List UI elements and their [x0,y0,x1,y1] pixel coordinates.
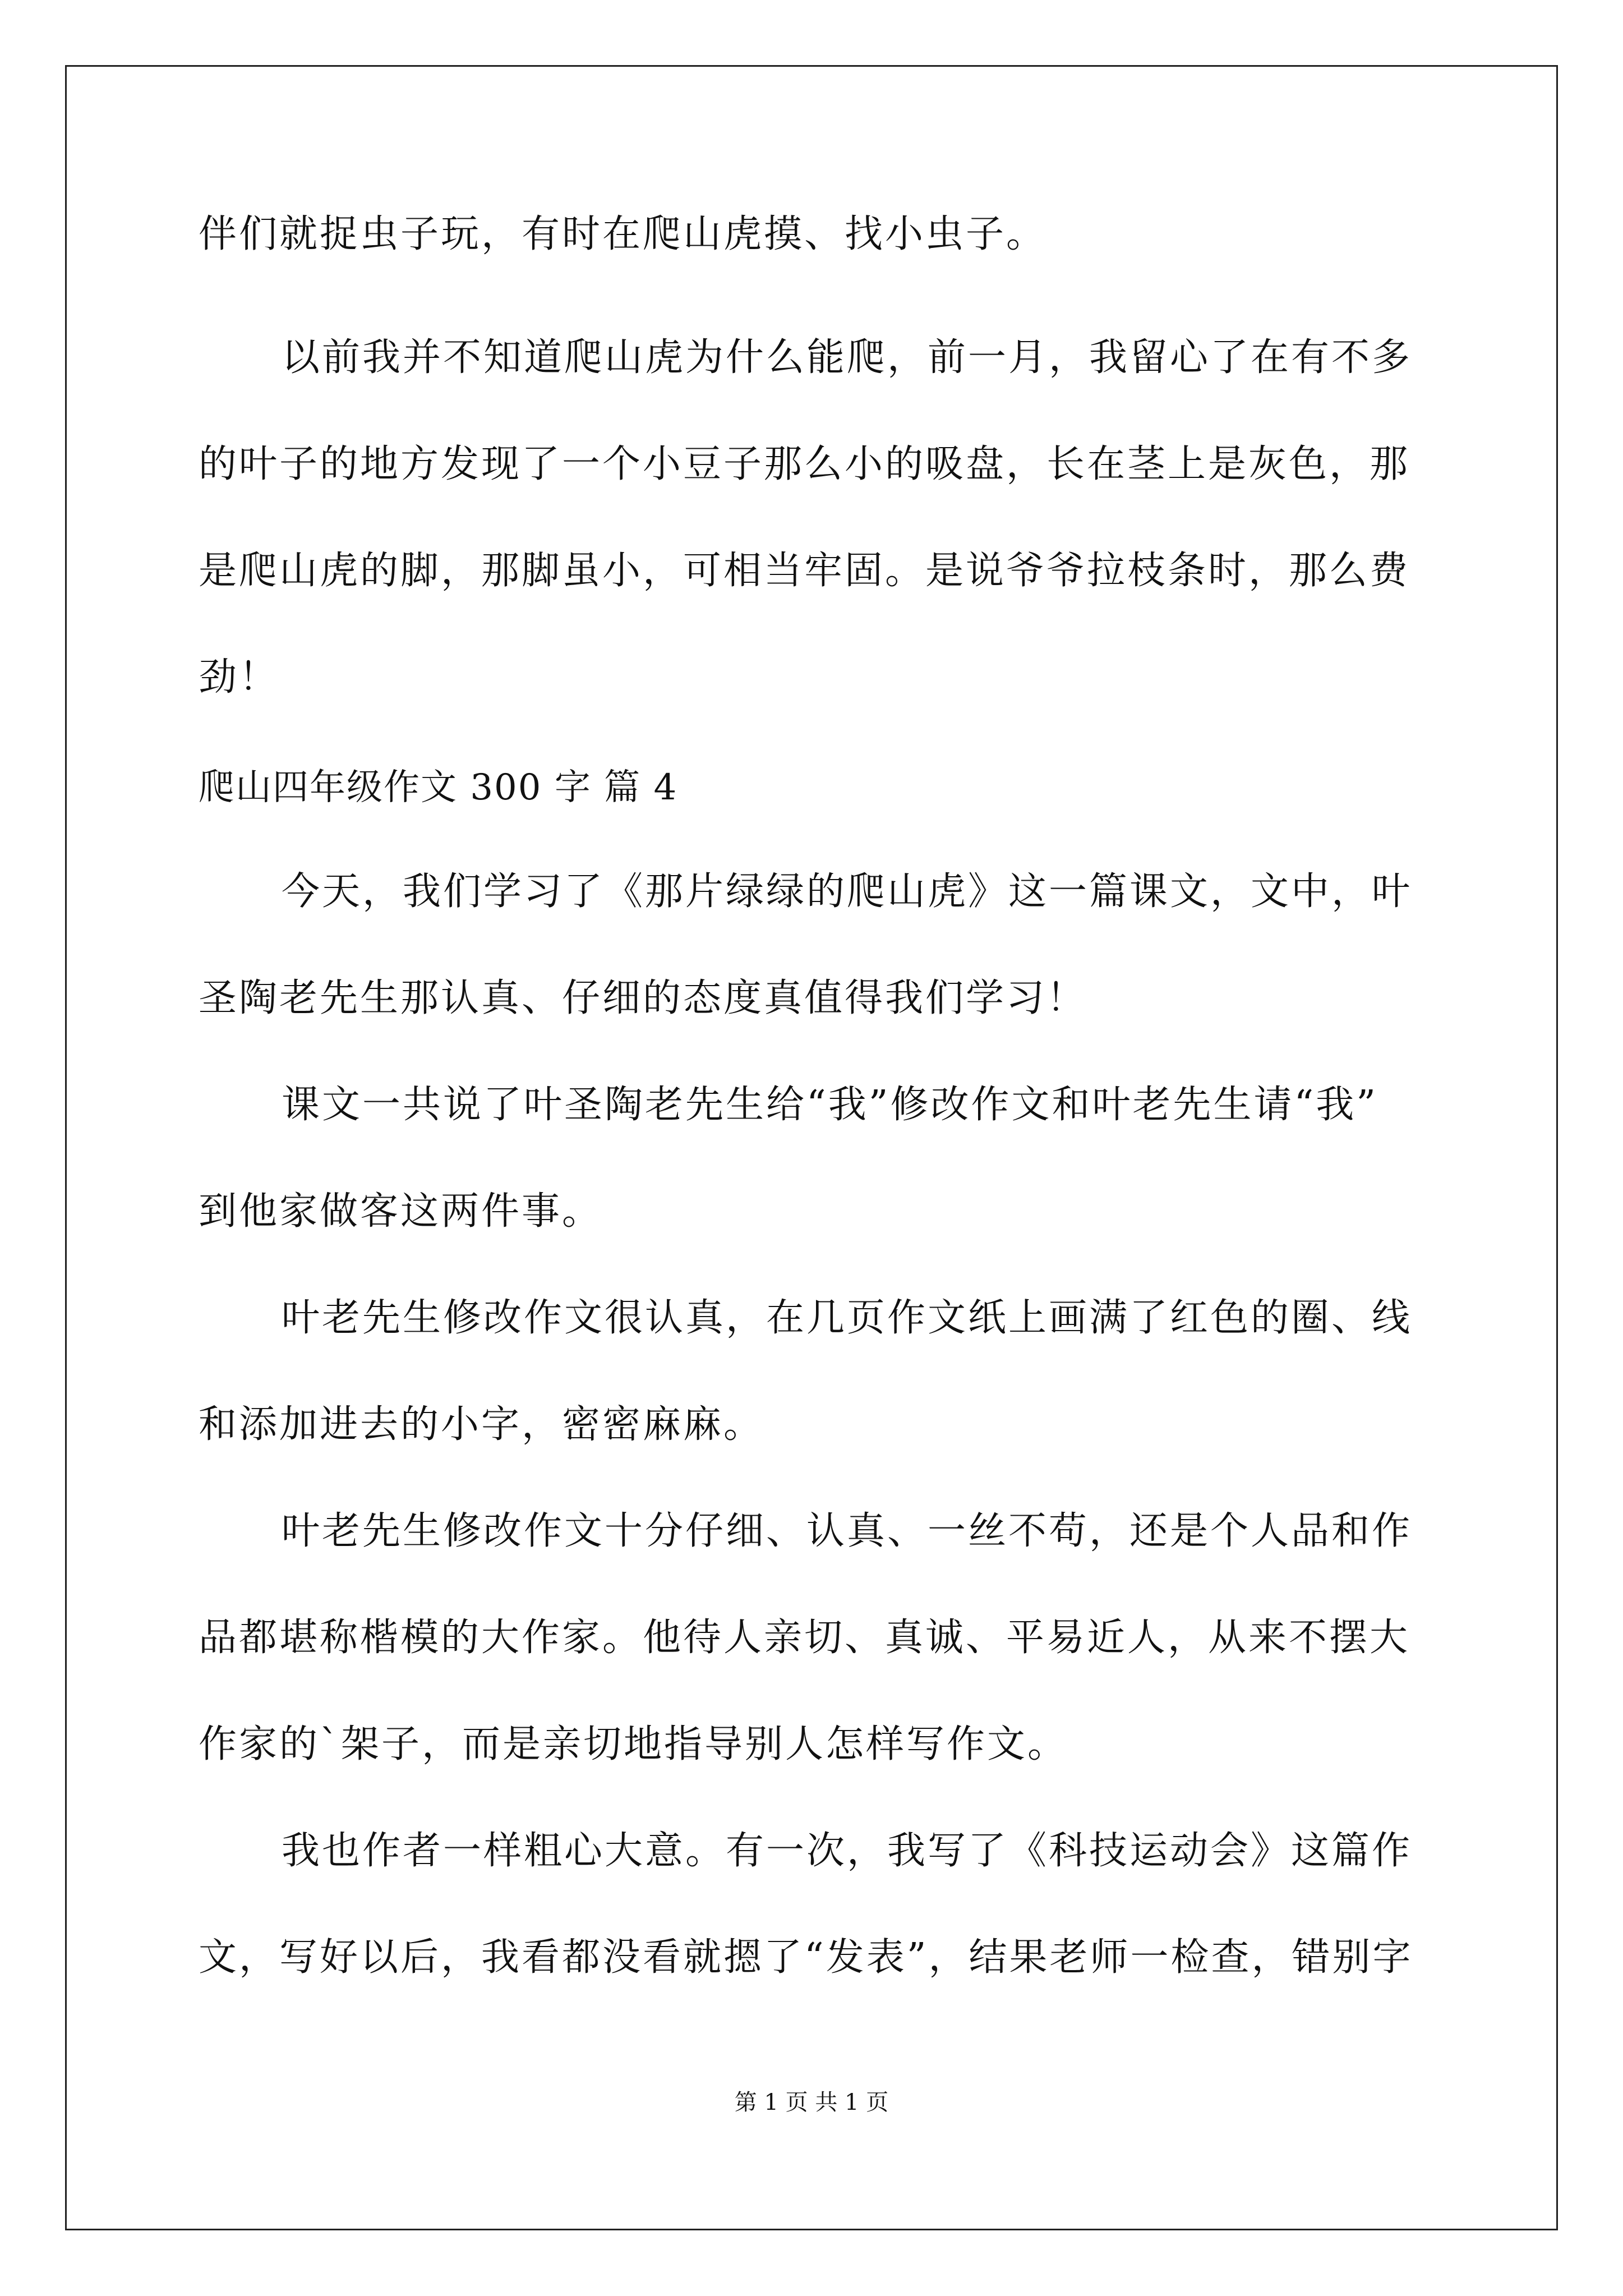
text-line: 到他家做客这两件事。 [199,1189,603,1234]
text-line: 伴们就捉虫子玩，有时在爬山虎摸、找小虫子。 [199,212,1047,256]
text-line: 和添加进去的小字，密密麻麻。 [199,1402,764,1447]
page-border [65,65,1558,2230]
text-line: 我也作者一样粗心大意。有一次，我写了《科技运动会》这篇作 [282,1829,1413,1873]
text-line: 课文一共说了叶圣陶老先生给“我”修改作文和叶老先生请“我” [282,1083,1378,1127]
text-line: 作家的`架子，而是亲切地指导别人怎样写作文。 [199,1722,1068,1766]
text-line: 劲！ [199,655,280,700]
text-line: 今天，我们学习了《那片绿绿的爬山虎》这一篇课文，文中，叶 [282,869,1413,914]
section-heading: 爬山四年级作文 300 字 篇 4 [199,767,678,808]
text-line: 是爬山虎的脚，那脚虽小，可相当牢固。是说爷爷拉枝条时，那么费 [199,549,1410,593]
text-line: 叶老先生修改作文十分仔细、认真、一丝不苟，还是个人品和作 [282,1509,1413,1553]
text-line: 以前我并不知道爬山虎为什么能爬，前一月，我留心了在有不多 [282,335,1413,380]
text-line: 的叶子的地方发现了一个小豆子那么小的吸盘，长在茎上是灰色，那 [199,442,1410,486]
text-line: 叶老先生修改作文很认真，在几页作文纸上画满了红色的圈、线 [282,1296,1413,1340]
text-line: 品都堪称楷模的大作家。他待人亲切、真诚、平易近人，从来不摆大 [199,1616,1410,1660]
text-line: 文，写好以后，我看都没看就摁了“发表”，结果老师一检查，错别字 [199,1935,1413,1980]
page-number-footer: 第 1 页 共 1 页 [734,2090,889,2115]
text-line: 圣陶老先生那认真、仔细的态度真值得我们学习！ [199,976,1087,1020]
